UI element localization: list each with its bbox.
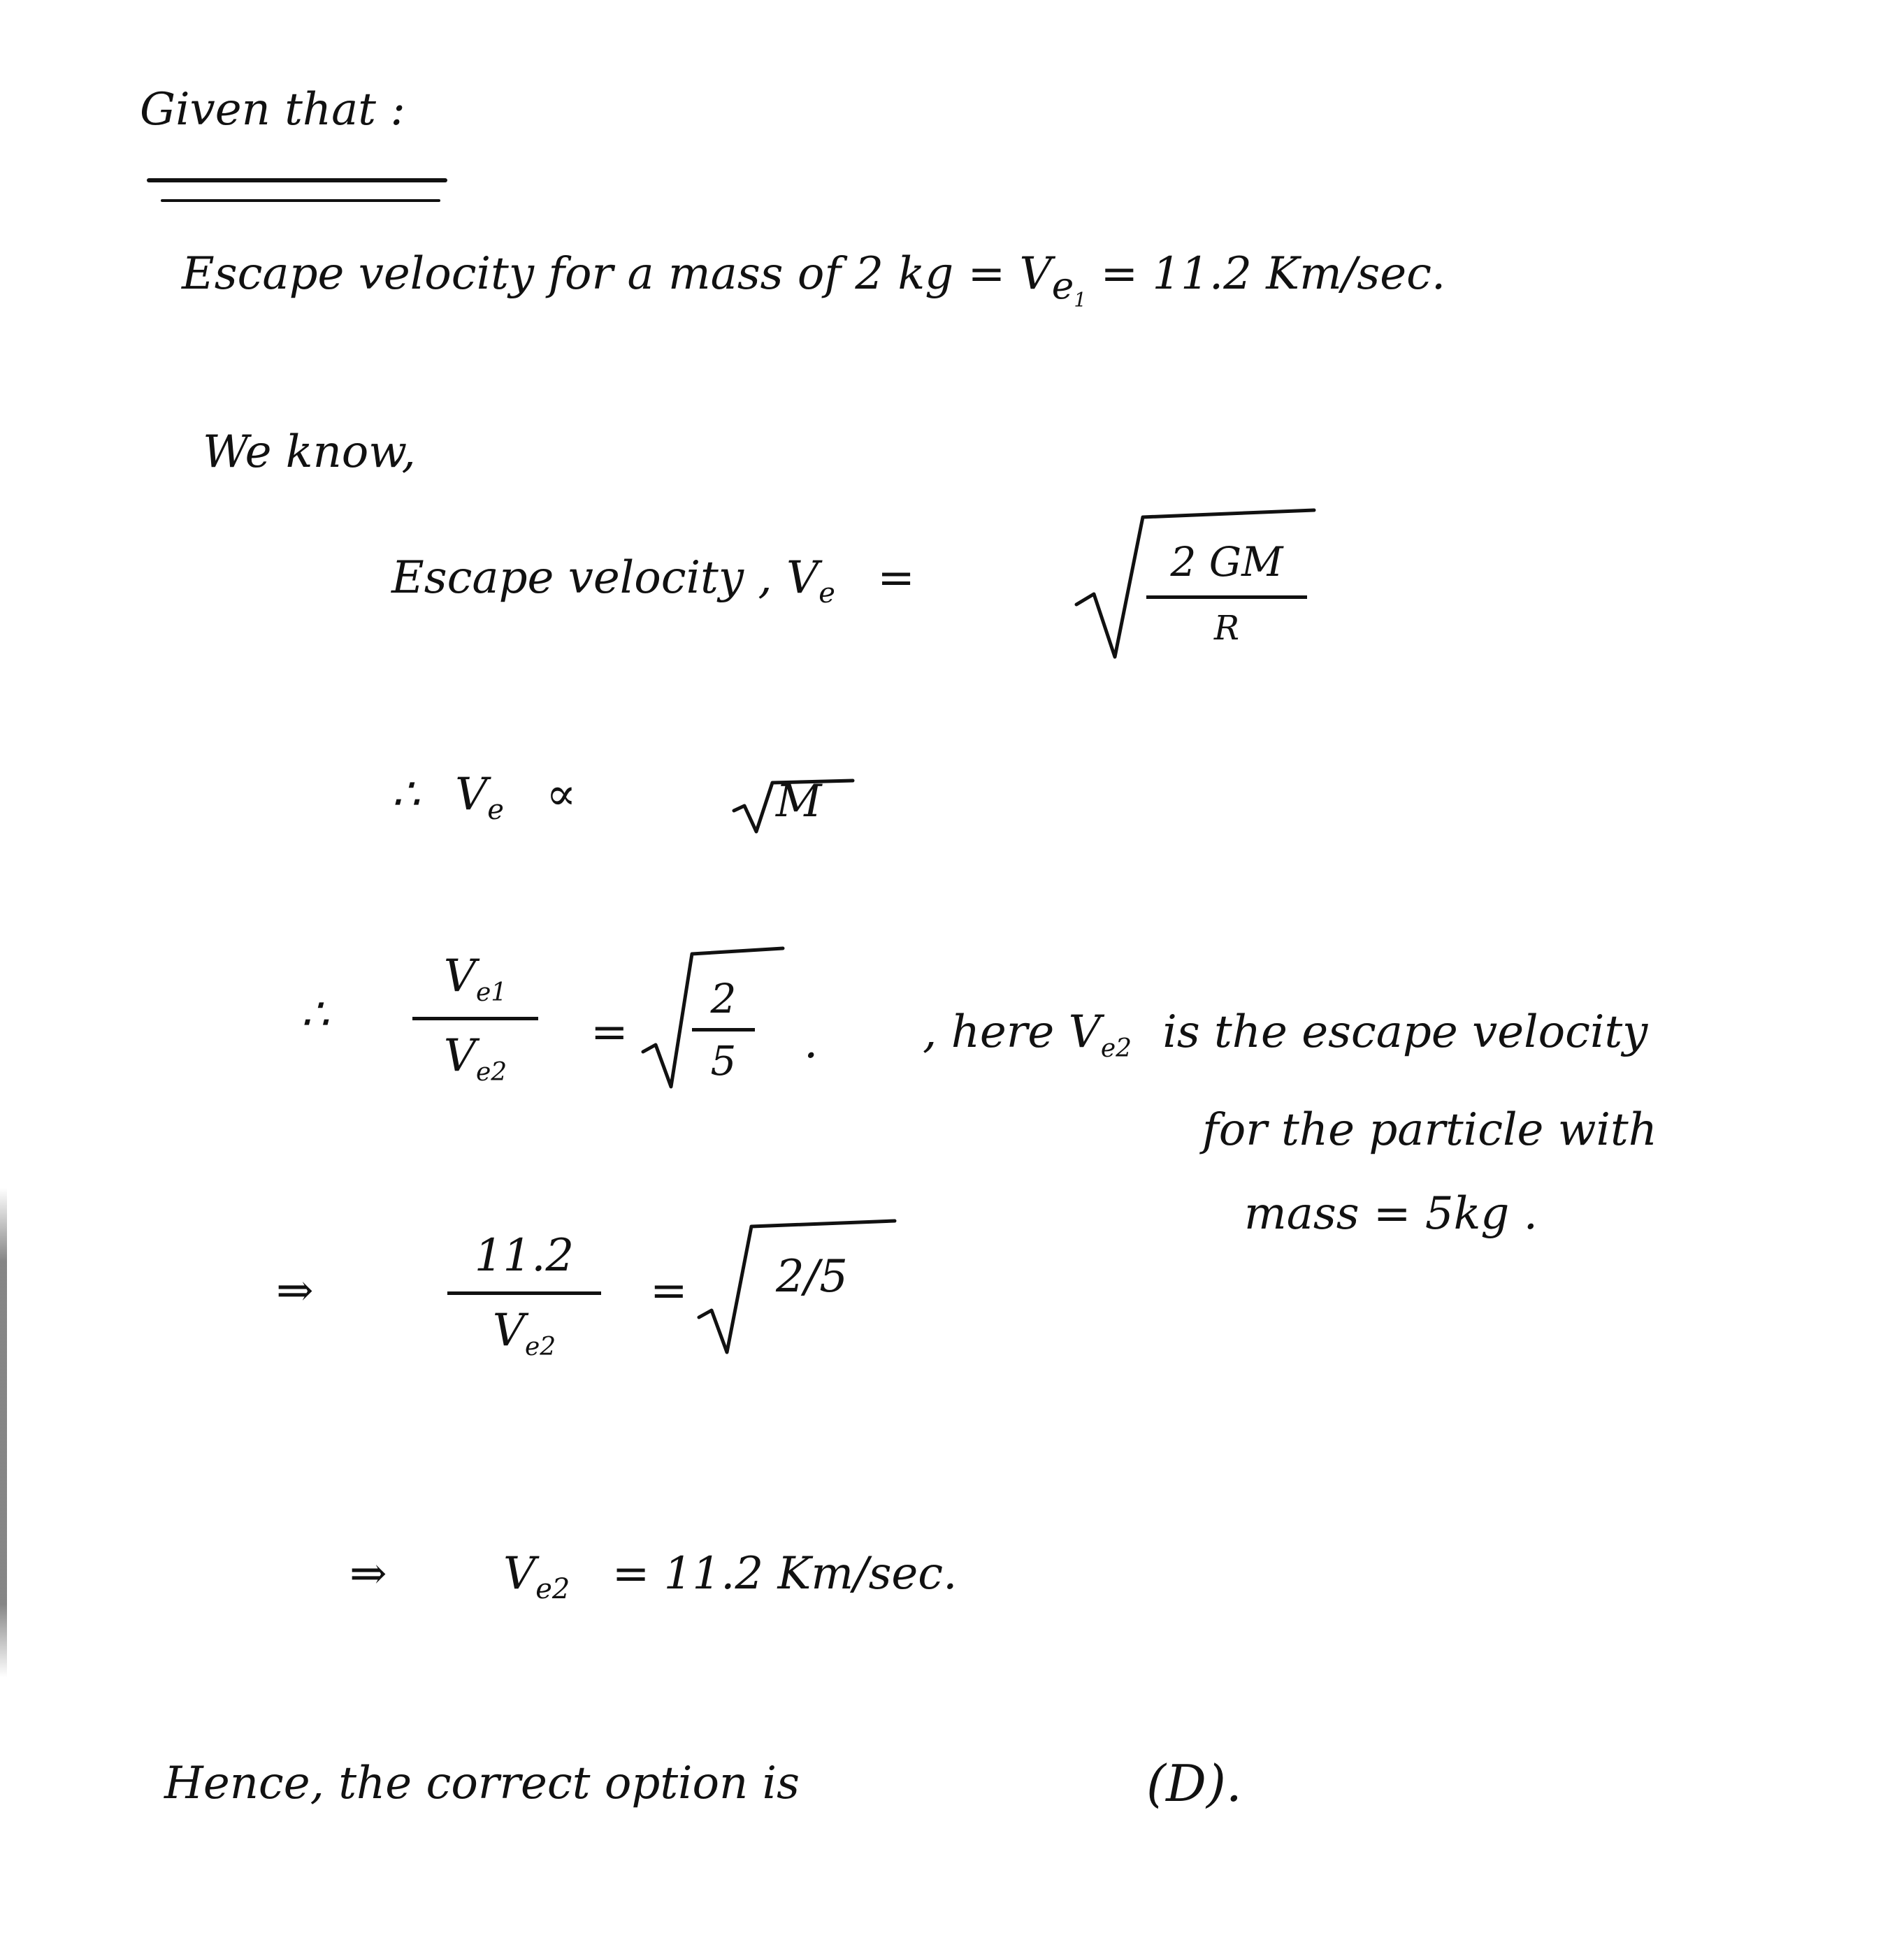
- heading: Given that :: [140, 84, 405, 136]
- formula-fraction: [1146, 538, 1307, 648]
- step2-radicand: 2/5: [776, 1251, 848, 1303]
- heading-underline-2: [161, 199, 440, 202]
- fraction-bar: [1146, 595, 1307, 599]
- ratio-therefore: ∴: [301, 989, 329, 1041]
- fraction-bar: [447, 1291, 601, 1295]
- proportional-right: M: [776, 776, 822, 827]
- given-eq: = V: [967, 248, 1052, 300]
- ratio-radicand: 2 5: [692, 975, 755, 1085]
- ratio-dot: .: [804, 1017, 818, 1069]
- note-line-1: , here $V_{e2}$ is the escape velocity: [923, 1006, 1648, 1063]
- heading-underline-1: [147, 178, 447, 182]
- step2-fraction: 11.2 $V_{e2}$: [447, 1230, 601, 1361]
- step2-equals: =: [650, 1265, 688, 1317]
- formula-denominator: R: [1213, 609, 1240, 648]
- ratio-fraction: $V_{e1}$ $V_{e2}$: [412, 950, 538, 1087]
- conclusion-text: Hence, the correct option is: [164, 1758, 800, 1809]
- formula-numerator: 2 GM: [1170, 538, 1283, 586]
- note-line-2: for the particle with: [1202, 1104, 1657, 1156]
- fraction-bar: [692, 1028, 755, 1031]
- proportional-line: ∴ $V_e$ ∝: [391, 769, 577, 826]
- we-know: We know,: [203, 426, 416, 478]
- given-value: = 11.2 Km/sec.: [1100, 248, 1446, 300]
- step3-implies: ⇒: [349, 1548, 387, 1600]
- ratio-equals: =: [591, 1006, 628, 1058]
- fraction-bar: [412, 1017, 538, 1020]
- formula-label: Escape velocity , $V_e$ =: [391, 552, 915, 609]
- given-line: [182, 248, 1445, 311]
- given-phrase: Escape velocity for a mass of 2 kg: [182, 248, 954, 300]
- note-line-3: mass = 5kg .: [1244, 1188, 1538, 1240]
- step3-line: $V_{e2} = 11.2$ Km/sec.: [503, 1548, 958, 1605]
- answer-option: (D).: [1146, 1754, 1242, 1813]
- given-sub: e1: [1051, 263, 1087, 312]
- therefore-symbol: ∴: [391, 769, 420, 820]
- page-edge-shadow: [0, 1188, 7, 1677]
- step2-implies: ⇒: [276, 1265, 314, 1317]
